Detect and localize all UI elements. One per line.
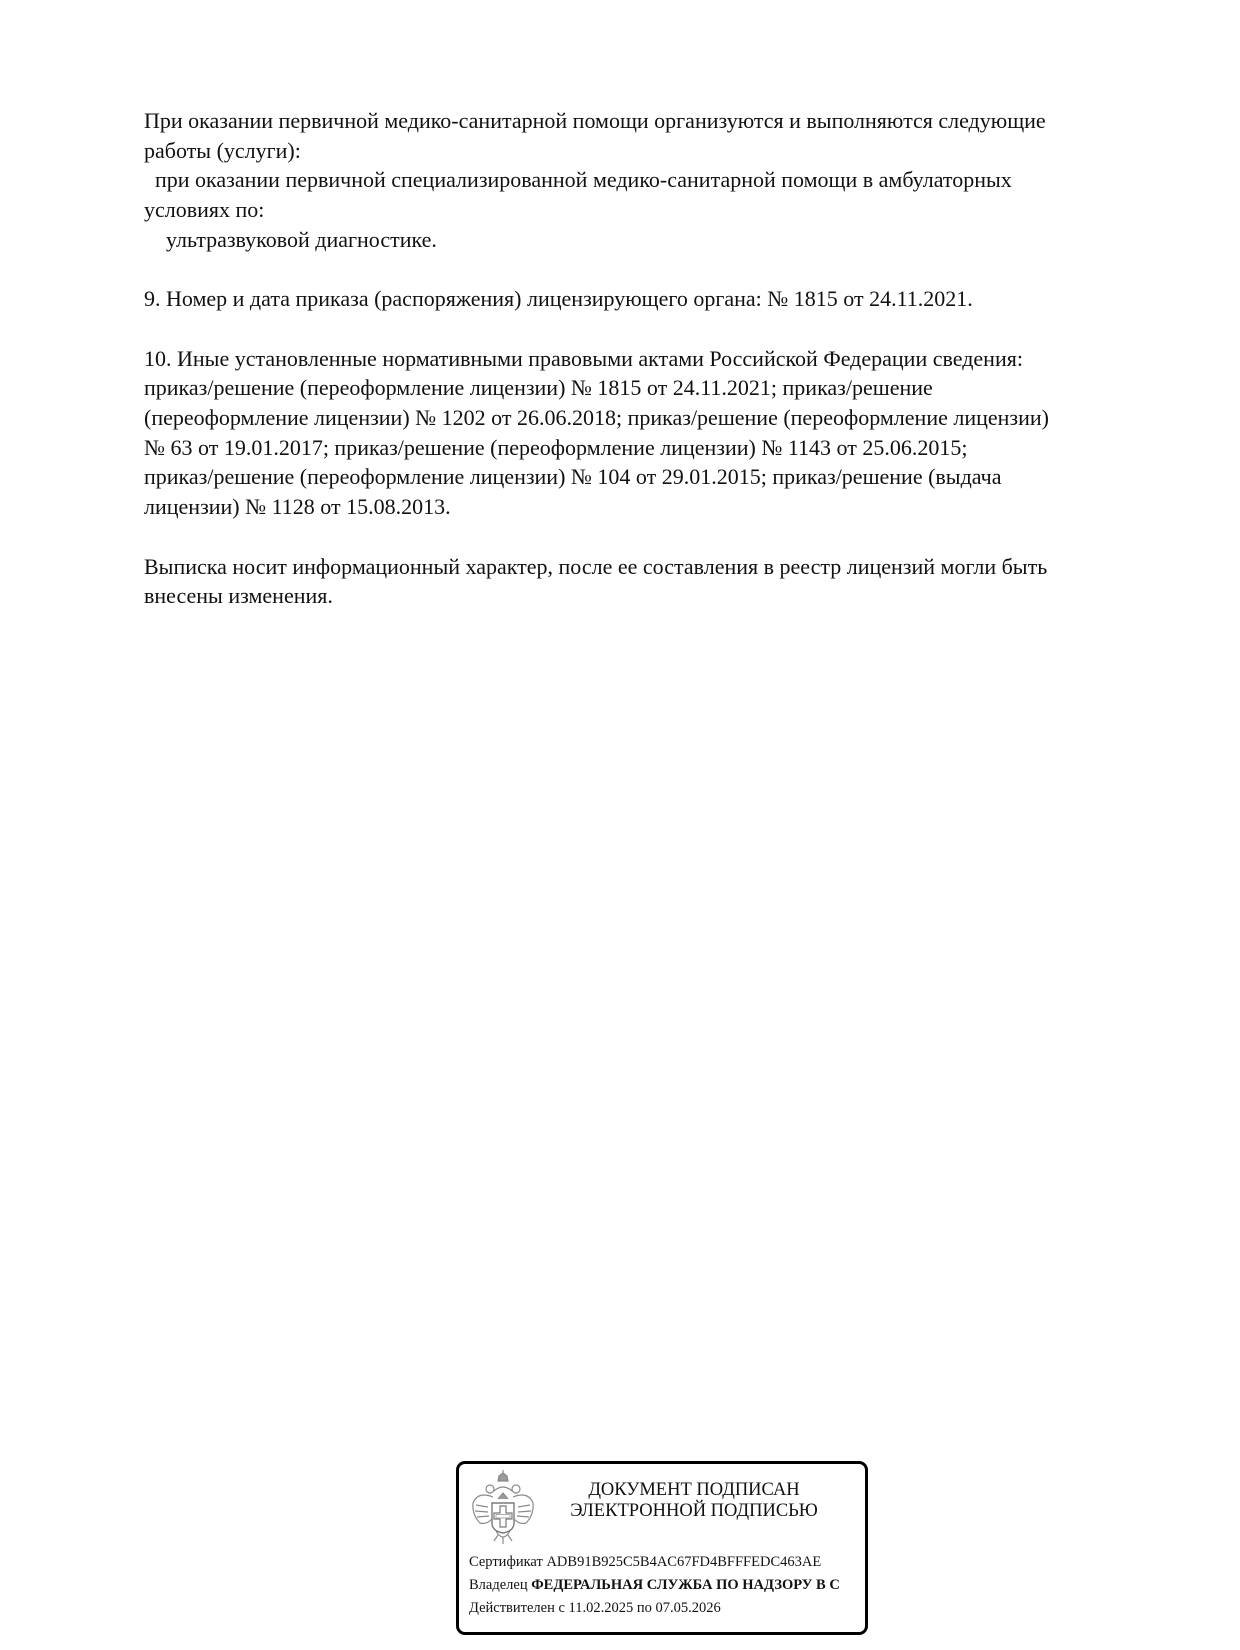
spacer xyxy=(144,314,1184,344)
text-line: лицензии) № 1128 от 15.08.2013. xyxy=(144,494,451,520)
validity-value: с 11.02.2025 по 07.05.2026 xyxy=(558,1600,721,1616)
spacer xyxy=(144,522,1184,552)
text-line: 10. Иные установленные нормативными правовыми актами Российской Федерации сведения: xyxy=(144,345,1023,371)
text-line: (переоформление лицензии) № 1202 от 26.06.2018; приказ/решение (переоформление лицензии) xyxy=(144,405,1049,430)
certificate-value: ADB91B925C5B4AC67FD4BFFFEDC463AE xyxy=(546,1554,822,1570)
section-9-order-number xyxy=(144,284,1184,314)
text-line: Выписка носит информационный характер, после ее составления в реестр лицензий могли быть xyxy=(144,553,1048,579)
coat-of-arms-emblem-icon xyxy=(468,1469,538,1549)
text-line: № 63 от 19.01.2017; приказ/решение (переоформление лицензии) № 1143 от 25.06.2015; xyxy=(144,434,968,460)
validity-row xyxy=(469,1597,840,1620)
owner-label: Владелец xyxy=(469,1577,528,1593)
text-line: при оказании первичной специализированной медико-санитарной помощи в амбулаторных xyxy=(144,167,1012,193)
text-line: При оказании первичной медико-санитарной помощи организуются и выполняются следующие xyxy=(144,108,1046,133)
validity-label: Действителен xyxy=(469,1600,555,1616)
spacer xyxy=(144,255,1184,285)
stamp-details xyxy=(469,1551,840,1620)
disclaimer-paragraph xyxy=(144,552,1184,611)
section-10-other-info xyxy=(144,344,1184,522)
services-paragraph xyxy=(144,106,1184,255)
text-line: условиях по: xyxy=(144,197,265,223)
text-line: приказ/решение (переоформление лицензии) № 104 от 29.01.2015; приказ/решение (выдача xyxy=(144,464,1002,490)
text-line: ультразвуковой диагностике. xyxy=(144,226,437,252)
stamp-title-line1: ДОКУМЕНТ ПОДПИСАН xyxy=(588,1480,800,1500)
text-line: приказ/решение (переоформление лицензии) № 1815 от 24.11.2021; приказ/решение xyxy=(144,375,933,401)
stamp-title xyxy=(554,1480,834,1521)
certificate-row xyxy=(469,1551,840,1574)
text-line: внесены изменения. xyxy=(144,583,333,609)
text-line: 9. Номер и дата приказа (распоряжения) лицензирующего органа: № 1815 от 24.11.2021. xyxy=(144,286,973,312)
owner-value: ФЕДЕРАЛЬНАЯ СЛУЖБА ПО НАДЗОРУ В С xyxy=(531,1577,840,1593)
electronic-signature-stamp xyxy=(456,1461,868,1635)
certificate-label: Сертификат xyxy=(469,1554,543,1570)
text-line: работы (услуги): xyxy=(144,137,301,163)
owner-row xyxy=(469,1574,840,1597)
document-body xyxy=(144,106,1184,611)
stamp-title-line2: ЭЛЕКТРОННОЙ ПОДПИСЬЮ xyxy=(570,1500,818,1521)
